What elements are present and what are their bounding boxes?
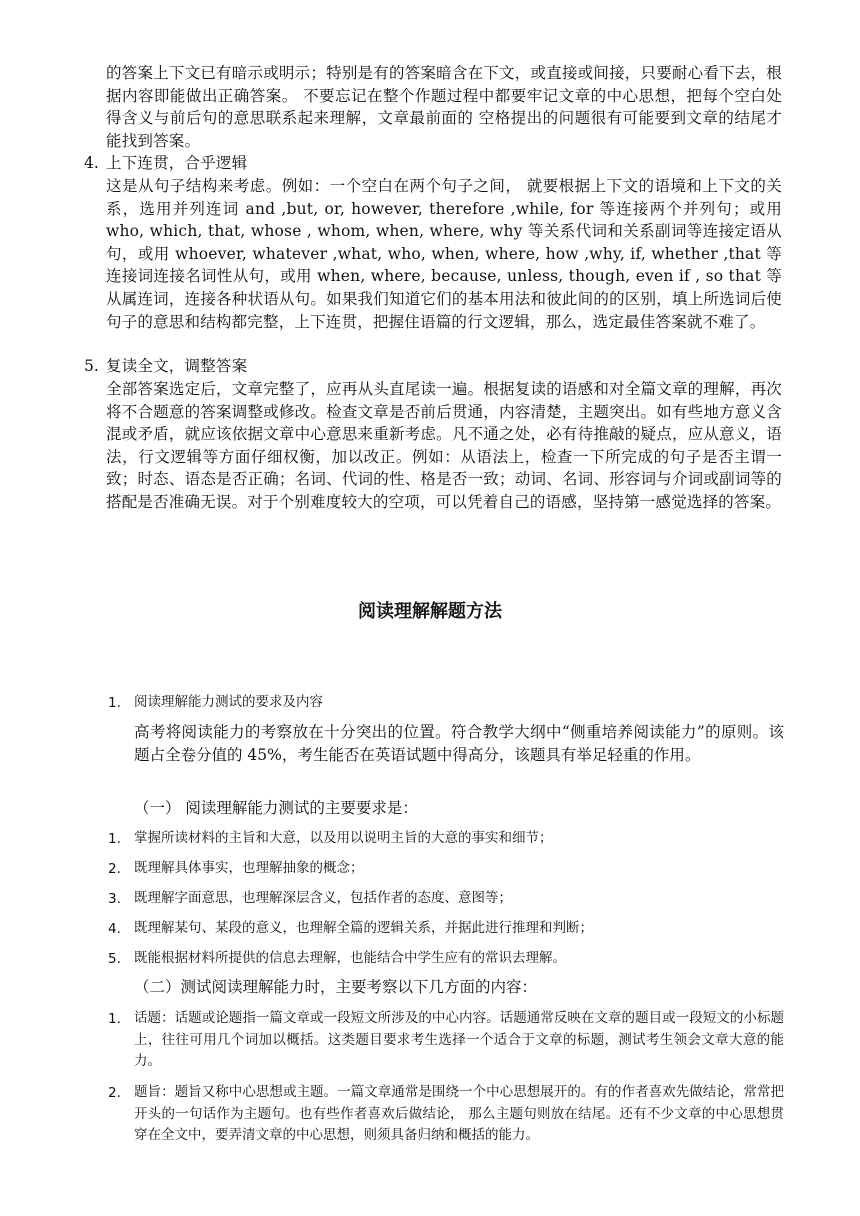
list-item: 既理解具体事实，也理解抽象的概念；	[134, 860, 364, 876]
item-5-heading: 复读全文，调整答案	[106, 357, 248, 375]
list-item: 既理解字面意思，也理解深层含义，包括作者的态度、意图等；	[134, 890, 512, 906]
list-item-number: 1.	[108, 1011, 121, 1027]
list-item: 话题：话题或论题指一篇文章或一段短文所涉及的中心内容。话题通常反映在文章的题目或一段短文的小标题上，往往可用几个词加以概括。这类题目要求考生选择一个适合于文章的标题，测试考生领会文章大意的能力。	[134, 1010, 784, 1069]
list-item: 既能根据材料所提供的信息去理解，也能结合中学生应有的常识去理解。	[134, 950, 566, 966]
list-item-number: 3.	[108, 891, 121, 907]
list-item: 题旨：题旨又称中心思想或主题。一篇文章通常是围绕一个中心思想展开的。有的作者喜欢先做结论，常常把开头的一句话作为主题句。也有些作者喜欢后做结论， 那么主题句则放在结尾。还有不少文章的中心思想贯穿在全文中，要弄清文章的中心思想，则须具备归纳和概括的能力。	[134, 1084, 784, 1143]
item-4-heading: 上下连贯，合乎逻辑	[106, 154, 248, 172]
subsection-heading-content: （二）测试阅读理解能力时，主要考察以下几方面的内容：	[134, 978, 538, 996]
section-item-1-body: 高考将阅读能力的考察放在十分突出的位置。符合教学大纲中“侧重培养阅读能力”的原则。该题占全卷分值的 45%，考生能否在英语试题中得高分，该题具有举足轻重的作用。	[134, 723, 784, 764]
item-4-body: 这是从句子结构来考虑。例如：一个空白在两个句子之间， 就要根据上下文的语境和上下文的关系，选用并列连词 and ,but, or, however, therefore ,while, for 等连接两个并列句；或用 who, which, that, whose , whom, when, where, why 等关系代词和关系副词等连接定语从句，或用 whoever, whatever ,what, who, when, where, how ,why, if, whether ,that 等连接词连接名词性从句，或用 when, where, because, unless, though, even if , so that 等从属连词，连接各种状语从句。如果我们知道它们的基本用法和彼此间的的区别，填上所选词后使句子的意思和结构都完整，上下连贯，把握住语篇的行文逻辑，那么，选定最佳答案就不难了。	[106, 177, 782, 331]
list-item-number: 1.	[108, 831, 121, 847]
item-5-body: 全部答案选定后，文章完整了，应再从头直尾读一遍。根据复读的语感和对全篇文章的理解，再次将不合题意的答案调整或修改。检查文章是否前后贯通，内容清楚，主题突出。如有些地方意义含混或矛盾，就应该依据文章中心意思来重新考虑。凡不通之处，必有待推敲的疑点，应从意义，语法，行文逻辑等方面仔细权衡，加以改正。例如：从语法上，检查一下所完成的句子是否主谓一致；时态、语态是否正确；名词、代词的性、格是否一致；动词、名词、形容词与介词或副词等的搭配是否准确无误。对于个别难度较大的空项，可以凭着自己的语感，坚持第一感觉选择的答案。	[106, 380, 782, 511]
list-item-number: 5.	[108, 951, 121, 967]
list-item-number: 2.	[108, 1085, 121, 1101]
section-item-1-heading: 阅读理解能力测试的要求及内容	[134, 694, 323, 710]
paragraph-answer-hints: 的答案上下文已有暗示或明示；特别是有的答案暗含在下文，或直接或间接，只要耐心看下去，根据内容即能做出正确答案。 不要忘记在整个作题过程中都要牢记文章的中心思想，把每个空白处得含义与前后句的意思联系起来理解，文章最前面的 空格提出的问题很有可能要到文章的结尾才能找到答案。	[106, 64, 782, 150]
item-5-number: 5.	[84, 357, 99, 375]
section-title: 阅读理解解题方法	[358, 601, 502, 622]
list-item-number: 2.	[108, 861, 121, 877]
list-item: 既理解某句、某段的意义，也理解全篇的逻辑关系，并据此进行推理和判断；	[134, 920, 593, 936]
list-item-number: 4.	[108, 921, 121, 937]
item-4-number: 4.	[84, 154, 99, 172]
list-item: 掌握所读材料的主旨和大意，以及用以说明主旨的大意的事实和细节；	[134, 830, 553, 846]
subsection-heading-requirements: （一） 阅读理解能力测试的主要要求是：	[134, 799, 418, 817]
section-item-1-number: 1.	[108, 695, 121, 711]
